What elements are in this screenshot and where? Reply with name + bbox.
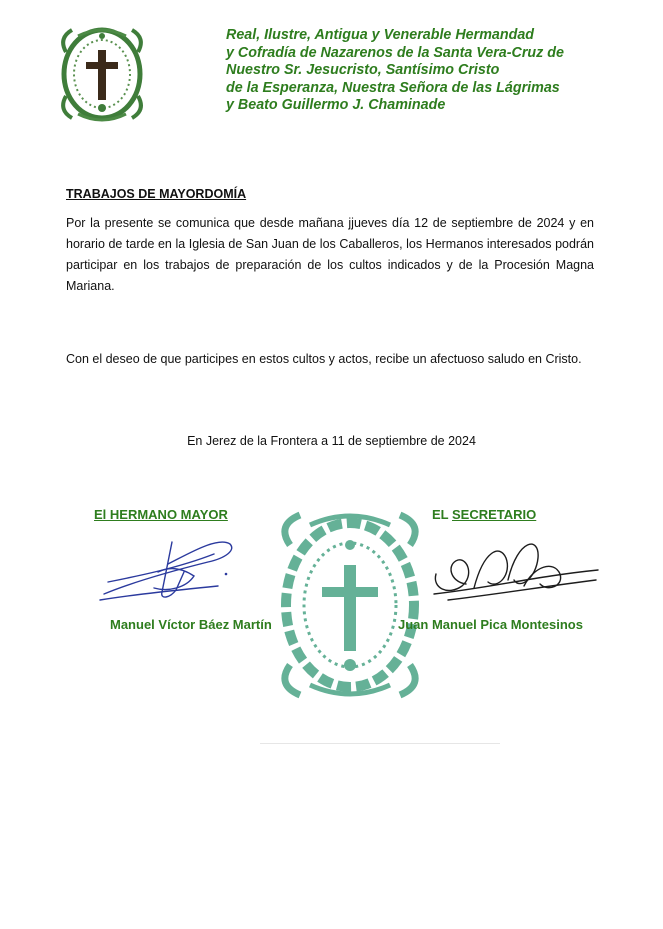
signer-secretario: Juan Manuel Pica Montesinos bbox=[398, 617, 583, 632]
letter-closing: Con el deseo de que participes en estos cultos y actos, recibe un afectuoso saludo en Cristo. bbox=[66, 352, 582, 366]
signature-hermano-mayor bbox=[98, 532, 243, 606]
letter-body: Por la presente se comunica que desde mañana jjueves día 12 de septiembre de 2024 y en horario de tarde en la Iglesia de San Juan de los Caballeros, los Hermanos interesados podrán participar en los trabajos de preparación de los cultos indicados y de la Procesión Magna Mariana. bbox=[66, 216, 594, 293]
footer-divider bbox=[260, 743, 500, 744]
signer-hermano-mayor: Manuel Víctor Báez Martín bbox=[110, 617, 272, 632]
cross-crest-icon bbox=[56, 22, 148, 126]
brotherhood-name-line: y Cofradía de Nazarenos de la Santa Vera-Cruz de bbox=[226, 44, 564, 61]
signature-secretario bbox=[428, 530, 603, 610]
place-date: En Jerez de la Frontera a 11 de septiembre de 2024 bbox=[187, 434, 476, 448]
brotherhood-name-line: Real, Ilustre, Antigua y Venerable Hermandad bbox=[226, 27, 535, 43]
brotherhood-seal-icon bbox=[270, 505, 430, 705]
role-secretario bbox=[432, 507, 536, 522]
letter-subject: TRABAJOS DE MAYORDOMÍA bbox=[66, 187, 247, 201]
role-secretario-title: SECRETARIO bbox=[452, 507, 537, 522]
brotherhood-name-line: de la Esperanza, Nuestra Señora de las Lágrimas bbox=[226, 79, 560, 96]
brotherhood-name-line: Nuestro Sr. Jesucristo, Santísimo Cristo bbox=[226, 62, 500, 79]
brotherhood-name bbox=[226, 27, 646, 115]
role-secretario-prefix: EL bbox=[432, 507, 452, 522]
role-hermano-mayor: El HERMANO MAYOR bbox=[94, 507, 228, 522]
brotherhood-name-line: y Beato Guillermo J. Chaminade bbox=[226, 97, 446, 114]
